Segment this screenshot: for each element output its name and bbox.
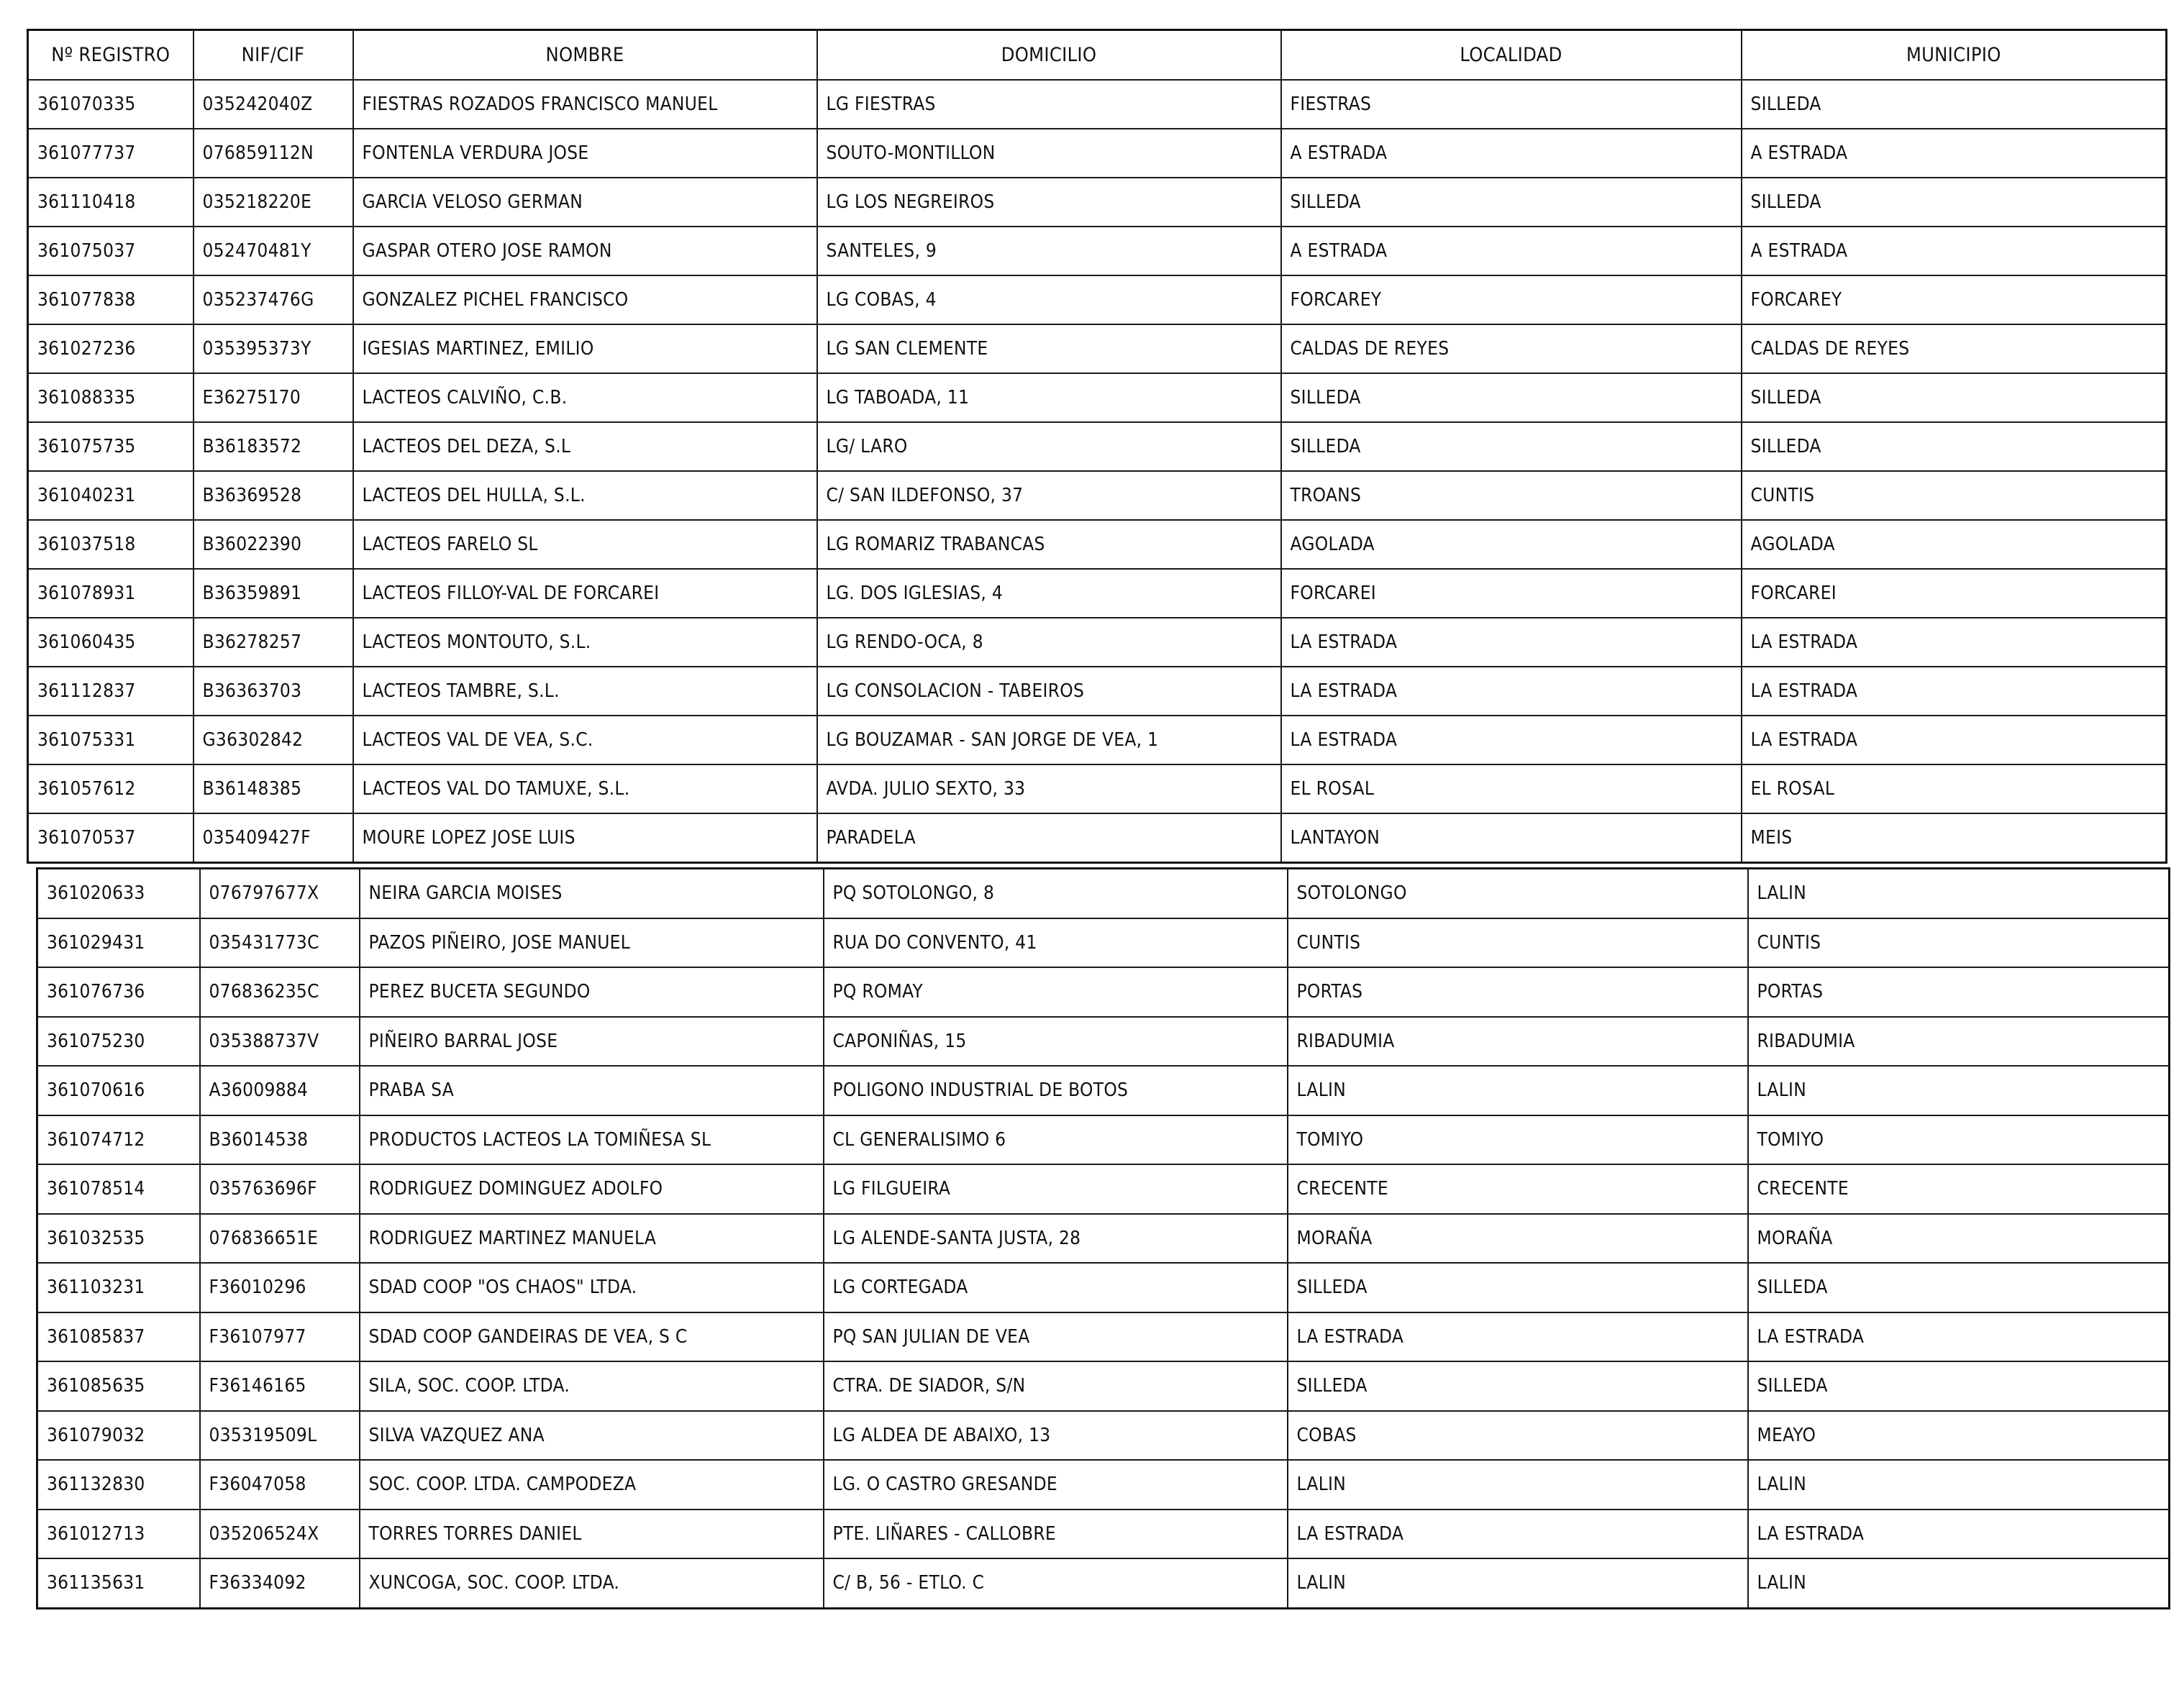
- table-row: [37, 1411, 2170, 1461]
- cell-localidad: SILLEDA: [1281, 373, 1742, 422]
- cell-registro: 361060435: [28, 618, 194, 667]
- cell-municipio: LALIN: [1748, 1558, 2170, 1608]
- cell-registro: 361135631: [37, 1558, 200, 1608]
- cell-registro: 361132830: [37, 1460, 200, 1510]
- cell-localidad: A ESTRADA: [1281, 227, 1742, 275]
- cell-registro: 361070616: [37, 1066, 200, 1115]
- cell-nif: 035395373Y: [194, 324, 353, 373]
- cell-domicilio: PARADELA: [817, 813, 1281, 863]
- cell-nif: B36183572: [194, 422, 353, 471]
- table-header-row: [28, 30, 2167, 81]
- table-2-body: [37, 869, 2170, 1609]
- table-row: [37, 869, 2170, 918]
- cell-nif: E36275170: [194, 373, 353, 422]
- cell-localidad: LA ESTRADA: [1281, 667, 1742, 716]
- cell-municipio: SILLEDA: [1748, 1361, 2170, 1411]
- cell-nif: 076859112N: [194, 129, 353, 178]
- table-row: [28, 129, 2167, 178]
- table-row: [28, 618, 2167, 667]
- registry-table-part-2: [36, 867, 2170, 1609]
- cell-localidad: FIESTRAS: [1281, 80, 1742, 129]
- cell-domicilio: LG CORTEGADA: [824, 1263, 1288, 1312]
- cell-domicilio: LG COBAS, 4: [817, 275, 1281, 324]
- cell-domicilio: POLIGONO INDUSTRIAL DE BOTOS: [824, 1066, 1288, 1115]
- cell-nif: 035763696F: [200, 1164, 360, 1214]
- cell-nombre: XUNCOGA, SOC. COOP. LTDA.: [360, 1558, 824, 1608]
- cell-nif: 035431773C: [200, 918, 360, 968]
- table-row: [28, 520, 2167, 569]
- cell-municipio: SILLEDA: [1742, 422, 2167, 471]
- cell-registro: 361075331: [28, 716, 194, 764]
- cell-nombre: PRABA SA: [360, 1066, 824, 1115]
- cell-nombre: FONTENLA VERDURA JOSE: [353, 129, 817, 178]
- cell-localidad: CALDAS DE REYES: [1281, 324, 1742, 373]
- cell-nif: 035319509L: [200, 1411, 360, 1461]
- cell-registro: 361103231: [37, 1263, 200, 1312]
- cell-localidad: FORCAREY: [1281, 275, 1742, 324]
- cell-domicilio: AVDA. JULIO SEXTO, 33: [817, 764, 1281, 813]
- cell-domicilio: SOUTO-MONTILLON: [817, 129, 1281, 178]
- cell-nombre: TORRES TORRES DANIEL: [360, 1510, 824, 1559]
- table-row: [28, 813, 2167, 863]
- cell-localidad: SOTOLONGO: [1288, 869, 1748, 918]
- cell-municipio: A ESTRADA: [1742, 129, 2167, 178]
- cell-nif: 052470481Y: [194, 227, 353, 275]
- cell-registro: 361020633: [37, 869, 200, 918]
- table-row: [28, 471, 2167, 520]
- cell-nif: 035237476G: [194, 275, 353, 324]
- cell-domicilio: LG FIESTRAS: [817, 80, 1281, 129]
- cell-municipio: SILLEDA: [1748, 1263, 2170, 1312]
- table-row: [28, 764, 2167, 813]
- table-row: [37, 1164, 2170, 1214]
- cell-localidad: LA ESTRADA: [1281, 716, 1742, 764]
- cell-registro: 361075735: [28, 422, 194, 471]
- table-row: [28, 569, 2167, 618]
- cell-registro: 361077838: [28, 275, 194, 324]
- cell-municipio: AGOLADA: [1742, 520, 2167, 569]
- cell-nif: 076836235C: [200, 967, 360, 1017]
- cell-registro: 361075230: [37, 1017, 200, 1067]
- cell-municipio: PORTAS: [1748, 967, 2170, 1017]
- cell-municipio: FORCAREY: [1742, 275, 2167, 324]
- cell-nombre: MOURE LOPEZ JOSE LUIS: [353, 813, 817, 863]
- cell-localidad: SILLEDA: [1288, 1263, 1748, 1312]
- cell-domicilio: PTE. LIÑARES - CALLOBRE: [824, 1510, 1288, 1559]
- cell-domicilio: LG CONSOLACION - TABEIROS: [817, 667, 1281, 716]
- cell-domicilio: LG ALENDE-SANTA JUSTA, 28: [824, 1214, 1288, 1264]
- cell-registro: 361074712: [37, 1115, 200, 1165]
- cell-registro: 361075037: [28, 227, 194, 275]
- cell-domicilio: LG. DOS IGLESIAS, 4: [817, 569, 1281, 618]
- cell-domicilio: CTRA. DE SIADOR, S/N: [824, 1361, 1288, 1411]
- cell-localidad: TOMIYO: [1288, 1115, 1748, 1165]
- cell-registro: 361037518: [28, 520, 194, 569]
- cell-nombre: LACTEOS MONTOUTO, S.L.: [353, 618, 817, 667]
- cell-registro: 361078514: [37, 1164, 200, 1214]
- cell-registro: 361032535: [37, 1214, 200, 1264]
- cell-domicilio: SANTELES, 9: [817, 227, 1281, 275]
- cell-domicilio: LG ROMARIZ TRABANCAS: [817, 520, 1281, 569]
- cell-municipio: SILLEDA: [1742, 373, 2167, 422]
- cell-municipio: MEIS: [1742, 813, 2167, 863]
- table-row: [37, 1214, 2170, 1264]
- cell-localidad: LALIN: [1288, 1558, 1748, 1608]
- cell-nombre: GONZALEZ PICHEL FRANCISCO: [353, 275, 817, 324]
- cell-registro: 361088335: [28, 373, 194, 422]
- cell-domicilio: LG LOS NEGREIROS: [817, 178, 1281, 227]
- cell-localidad: MORAÑA: [1288, 1214, 1748, 1264]
- table-1-body: [28, 80, 2167, 863]
- cell-municipio: SILLEDA: [1742, 178, 2167, 227]
- cell-nif: B36014538: [200, 1115, 360, 1165]
- cell-domicilio: LG TABOADA, 11: [817, 373, 1281, 422]
- cell-nombre: SILA, SOC. COOP. LTDA.: [360, 1361, 824, 1411]
- cell-localidad: LA ESTRADA: [1281, 618, 1742, 667]
- header-nif: NIF/CIF: [194, 30, 353, 81]
- cell-localidad: LALIN: [1288, 1066, 1748, 1115]
- cell-nombre: LACTEOS CALVIÑO, C.B.: [353, 373, 817, 422]
- cell-nombre: SILVA VAZQUEZ ANA: [360, 1411, 824, 1461]
- cell-localidad: SILLEDA: [1288, 1361, 1748, 1411]
- table-row: [37, 1017, 2170, 1067]
- cell-registro: 361079032: [37, 1411, 200, 1461]
- table-row: [28, 80, 2167, 129]
- cell-registro: 361085635: [37, 1361, 200, 1411]
- cell-nombre: PRODUCTOS LACTEOS LA TOMIÑESA SL: [360, 1115, 824, 1165]
- cell-municipio: LALIN: [1748, 869, 2170, 918]
- cell-localidad: TROANS: [1281, 471, 1742, 520]
- table-row: [37, 1312, 2170, 1362]
- cell-localidad: AGOLADA: [1281, 520, 1742, 569]
- cell-nif: F36146165: [200, 1361, 360, 1411]
- cell-localidad: LA ESTRADA: [1288, 1510, 1748, 1559]
- cell-registro: 361085837: [37, 1312, 200, 1362]
- table-row: [28, 716, 2167, 764]
- header-localidad: LOCALIDAD: [1281, 30, 1742, 81]
- cell-nombre: SOC. COOP. LTDA. CAMPODEZA: [360, 1460, 824, 1510]
- cell-nif: F36010296: [200, 1263, 360, 1312]
- cell-municipio: CALDAS DE REYES: [1742, 324, 2167, 373]
- cell-registro: 361110418: [28, 178, 194, 227]
- cell-municipio: TOMIYO: [1748, 1115, 2170, 1165]
- table-row: [37, 967, 2170, 1017]
- cell-nif: G36302842: [194, 716, 353, 764]
- header-registro: Nº REGISTRO: [28, 30, 194, 81]
- cell-nombre: PEREZ BUCETA SEGUNDO: [360, 967, 824, 1017]
- cell-nombre: RODRIGUEZ DOMINGUEZ ADOLFO: [360, 1164, 824, 1214]
- cell-localidad: CRECENTE: [1288, 1164, 1748, 1214]
- cell-domicilio: C/ SAN ILDEFONSO, 37: [817, 471, 1281, 520]
- cell-municipio: FORCAREI: [1742, 569, 2167, 618]
- cell-domicilio: CAPONIÑAS, 15: [824, 1017, 1288, 1067]
- cell-nombre: LACTEOS VAL DE VEA, S.C.: [353, 716, 817, 764]
- cell-nombre: GARCIA VELOSO GERMAN: [353, 178, 817, 227]
- cell-nombre: PIÑEIRO BARRAL JOSE: [360, 1017, 824, 1067]
- cell-municipio: RIBADUMIA: [1748, 1017, 2170, 1067]
- cell-localidad: FORCAREI: [1281, 569, 1742, 618]
- cell-localidad: SILLEDA: [1281, 422, 1742, 471]
- cell-localidad: LA ESTRADA: [1288, 1312, 1748, 1362]
- cell-domicilio: LG FILGUEIRA: [824, 1164, 1288, 1214]
- cell-nif: B36359891: [194, 569, 353, 618]
- cell-nombre: RODRIGUEZ MARTINEZ MANUELA: [360, 1214, 824, 1264]
- cell-municipio: MORAÑA: [1748, 1214, 2170, 1264]
- cell-registro: 361029431: [37, 918, 200, 968]
- cell-nif: 035388737V: [200, 1017, 360, 1067]
- cell-domicilio: LG SAN CLEMENTE: [817, 324, 1281, 373]
- cell-nombre: LACTEOS FILLOY-VAL DE FORCAREI: [353, 569, 817, 618]
- registry-table-part-1: [27, 29, 2167, 864]
- cell-municipio: CRECENTE: [1748, 1164, 2170, 1214]
- cell-domicilio: PQ SOTOLONGO, 8: [824, 869, 1288, 918]
- cell-localidad: LALIN: [1288, 1460, 1748, 1510]
- cell-nif: 035409427F: [194, 813, 353, 863]
- cell-nif: B36022390: [194, 520, 353, 569]
- cell-nif: F36047058: [200, 1460, 360, 1510]
- cell-domicilio: LG RENDO-OCA, 8: [817, 618, 1281, 667]
- cell-municipio: LA ESTRADA: [1742, 618, 2167, 667]
- cell-municipio: SILLEDA: [1742, 80, 2167, 129]
- cell-municipio: CUNTIS: [1748, 918, 2170, 968]
- cell-nombre: LACTEOS DEL DEZA, S.L: [353, 422, 817, 471]
- cell-nif: B36278257: [194, 618, 353, 667]
- cell-nif: F36334092: [200, 1558, 360, 1608]
- cell-nif: 035206524X: [200, 1510, 360, 1559]
- cell-registro: 361112837: [28, 667, 194, 716]
- cell-domicilio: PQ ROMAY: [824, 967, 1288, 1017]
- cell-registro: 361057612: [28, 764, 194, 813]
- table-row: [37, 1066, 2170, 1115]
- cell-nif: 076797677X: [200, 869, 360, 918]
- cell-municipio: LA ESTRADA: [1748, 1510, 2170, 1559]
- cell-localidad: CUNTIS: [1288, 918, 1748, 968]
- cell-localidad: A ESTRADA: [1281, 129, 1742, 178]
- header-municipio: MUNICIPIO: [1742, 30, 2167, 81]
- table-row: [28, 275, 2167, 324]
- cell-nombre: IGESIAS MARTINEZ, EMILIO: [353, 324, 817, 373]
- table-row: [28, 422, 2167, 471]
- cell-domicilio: RUA DO CONVENTO, 41: [824, 918, 1288, 968]
- cell-domicilio: LG ALDEA DE ABAIXO, 13: [824, 1411, 1288, 1461]
- cell-domicilio: PQ SAN JULIAN DE VEA: [824, 1312, 1288, 1362]
- cell-registro: 361070537: [28, 813, 194, 863]
- cell-municipio: LA ESTRADA: [1748, 1312, 2170, 1362]
- cell-municipio: MEAYO: [1748, 1411, 2170, 1461]
- cell-registro: 361078931: [28, 569, 194, 618]
- cell-municipio: LALIN: [1748, 1460, 2170, 1510]
- cell-localidad: COBAS: [1288, 1411, 1748, 1461]
- table-row: [37, 1115, 2170, 1165]
- cell-municipio: CUNTIS: [1742, 471, 2167, 520]
- cell-nombre: SDAD COOP GANDEIRAS DE VEA, S C: [360, 1312, 824, 1362]
- cell-domicilio: LG/ LARO: [817, 422, 1281, 471]
- cell-nif: 035242040Z: [194, 80, 353, 129]
- cell-nombre: NEIRA GARCIA MOISES: [360, 869, 824, 918]
- cell-domicilio: LG BOUZAMAR - SAN JORGE DE VEA, 1: [817, 716, 1281, 764]
- cell-nombre: LACTEOS FARELO SL: [353, 520, 817, 569]
- table-row: [28, 373, 2167, 422]
- table-row: [37, 1558, 2170, 1608]
- cell-nombre: LACTEOS VAL DO TAMUXE, S.L.: [353, 764, 817, 813]
- cell-nombre: SDAD COOP "OS CHAOS" LTDA.: [360, 1263, 824, 1312]
- cell-registro: 361077737: [28, 129, 194, 178]
- cell-localidad: LANTAYON: [1281, 813, 1742, 863]
- cell-registro: 361012713: [37, 1510, 200, 1559]
- cell-localidad: EL ROSAL: [1281, 764, 1742, 813]
- table-row: [37, 1460, 2170, 1510]
- cell-nif: B36148385: [194, 764, 353, 813]
- table-row: [37, 1361, 2170, 1411]
- cell-municipio: EL ROSAL: [1742, 764, 2167, 813]
- cell-registro: 361070335: [28, 80, 194, 129]
- cell-municipio: LA ESTRADA: [1742, 716, 2167, 764]
- table-row: [28, 324, 2167, 373]
- cell-localidad: RIBADUMIA: [1288, 1017, 1748, 1067]
- cell-nombre: GASPAR OTERO JOSE RAMON: [353, 227, 817, 275]
- cell-nombre: FIESTRAS ROZADOS FRANCISCO MANUEL: [353, 80, 817, 129]
- table-row: [37, 1510, 2170, 1559]
- header-domicilio: DOMICILIO: [817, 30, 1281, 81]
- cell-nombre: LACTEOS TAMBRE, S.L.: [353, 667, 817, 716]
- cell-domicilio: LG. O CASTRO GRESANDE: [824, 1460, 1288, 1510]
- cell-municipio: LA ESTRADA: [1742, 667, 2167, 716]
- cell-registro: 361076736: [37, 967, 200, 1017]
- cell-nif: F36107977: [200, 1312, 360, 1362]
- cell-nif: 035218220E: [194, 178, 353, 227]
- cell-registro: 361027236: [28, 324, 194, 373]
- table-row: [28, 667, 2167, 716]
- cell-localidad: SILLEDA: [1281, 178, 1742, 227]
- cell-nif: B36363703: [194, 667, 353, 716]
- cell-nombre: PAZOS PIÑEIRO, JOSE MANUEL: [360, 918, 824, 968]
- cell-domicilio: CL GENERALISIMO 6: [824, 1115, 1288, 1165]
- cell-localidad: PORTAS: [1288, 967, 1748, 1017]
- cell-nif: B36369528: [194, 471, 353, 520]
- cell-domicilio: C/ B, 56 - ETLO. C: [824, 1558, 1288, 1608]
- cell-municipio: LALIN: [1748, 1066, 2170, 1115]
- table-row: [28, 227, 2167, 275]
- header-nombre: NOMBRE: [353, 30, 817, 81]
- cell-municipio: A ESTRADA: [1742, 227, 2167, 275]
- cell-nif: A36009884: [200, 1066, 360, 1115]
- table-row: [28, 178, 2167, 227]
- table-row: [37, 1263, 2170, 1312]
- cell-registro: 361040231: [28, 471, 194, 520]
- cell-nif: 076836651E: [200, 1214, 360, 1264]
- table-row: [37, 918, 2170, 968]
- cell-nombre: LACTEOS DEL HULLA, S.L.: [353, 471, 817, 520]
